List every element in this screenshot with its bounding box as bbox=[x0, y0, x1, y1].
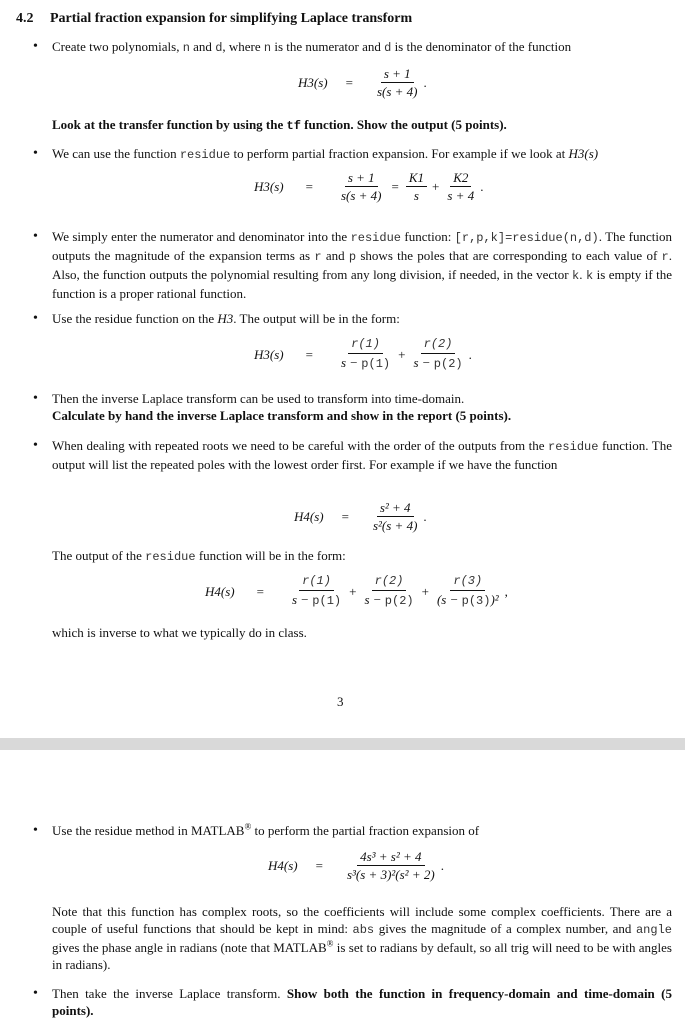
paragraph-output-form: The output of the residue function will be in the form: bbox=[52, 548, 346, 564]
paragraph-repeated-roots: When dealing with repeated roots we need to be careful with the order of the outputs from the residue function. The output will list the repeated poles with the lowest order first. For example if we have the function bbox=[52, 438, 672, 472]
equation-h4-residue-form: H4(s) = $\frac{r(1)}{s - p(1)}$ + $\frac{r(2)}{s - p(2)}$ + $\frac{r(3)}{\text{(s − p(3))²}}$ , bbox=[205, 574, 508, 608]
bullet-icon: • bbox=[33, 311, 38, 326]
registered-icon: ® bbox=[326, 938, 334, 949]
equation-h4: H4(s) = $\frac{\text{s² + 4}}{\text{s²(s + 4)}}$ . bbox=[294, 500, 427, 533]
equation-h3-residue-form: H3(s) = $\frac{r(1)}{s - p(1)}$ + $\frac{r(2)}{s - p(2)}$ . bbox=[254, 337, 472, 371]
paragraph-residue-usage: We simply enter the numerator and denominator into the residue function: [r,p,k]=residue(n,d). The function outputs the magnitude of the expansion terms as r and p shows the poles that are corresponding to each value of r. Also, the function outputs the polynomial resulting from any long division, if needed, in the vector k. k is empty if the function is a proper rational function. bbox=[52, 229, 672, 301]
equation-h4-matlab: H4(s) = $\frac{\text{4s³ + s² + 4}}{\text{s³(s + 3)²(s² + 2)}}$ . bbox=[268, 849, 444, 882]
bullet-icon: • bbox=[33, 39, 38, 54]
paragraph-tf-task: Look at the transfer function by using the tf function. Show the output (5 points). bbox=[52, 117, 507, 133]
paragraph-inverse-task: Then take the inverse Laplace transform. Show both the function in frequency-domain and time-domain (5 points). bbox=[52, 986, 672, 1018]
paragraph-create-polynomials: Create two polynomials, n and d, where n is the numerator and d is the denominator of the function bbox=[52, 39, 572, 55]
section-number: 4.2 bbox=[16, 11, 34, 26]
section-heading bbox=[16, 10, 412, 27]
paragraph-residue-intro: We can use the function residue to perform partial fraction expansion. For example if we look at H3(s) bbox=[52, 146, 599, 162]
paragraph-inverse-laplace: Then the inverse Laplace transform can be used to transform into time-domain. Calculate by hand the inverse Laplace transform and show in the report (5 points). bbox=[52, 391, 512, 423]
bullet-icon: • bbox=[33, 438, 38, 453]
paragraph-which-inverse: which is inverse to what we typically do in class. bbox=[52, 625, 307, 640]
equation-h3-expansion: H3(s) = $\frac{s + 1}{s(s + 4)}$ = $\frac{K1}{s}$ + $\frac{K2}{s + 4}$ . bbox=[254, 170, 484, 203]
page-number: 3 bbox=[337, 694, 344, 709]
paragraph-matlab-residue: Use the residue method in MATLAB® to perform the partial fraction expansion of bbox=[52, 821, 480, 838]
paragraph-use-residue-h3: Use the residue function on the H3. The output will be in the form: bbox=[52, 311, 400, 326]
bullet-icon: • bbox=[33, 146, 38, 161]
bullet-icon: • bbox=[33, 229, 38, 244]
page-separator bbox=[0, 738, 685, 750]
registered-icon: ® bbox=[244, 821, 252, 832]
bullet-icon: • bbox=[33, 823, 38, 838]
bullet-icon: • bbox=[33, 986, 38, 1001]
paragraph-complex-note: Note that this function has complex roots, so the coefficients will include some complex coefficients. There are a couple of useful functions that should be kept in mind: abs gives the magnitude of a complex number, and angle gives the phase angle in radians (note that MATLAB® is set to radians by default, so all trig will need to be with angles in radians). bbox=[52, 904, 672, 972]
page-4 bbox=[0, 750, 685, 1024]
equation-h3: H3(s) = $\frac{s + 1}{s(s + 4)}$ . bbox=[298, 66, 427, 99]
bullet-icon: • bbox=[33, 391, 38, 406]
section-title: Partial fraction expansion for simplifying Laplace transform bbox=[50, 11, 413, 26]
